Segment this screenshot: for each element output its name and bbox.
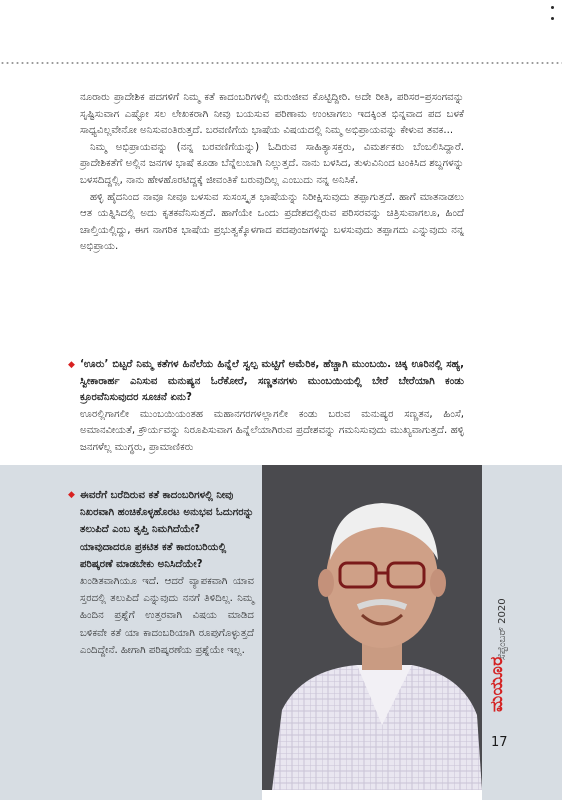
- question-text: ‘ಊರು’ ಬಿಟ್ಟರೆ ನಿಮ್ಮ ಕತೆಗಳ ಹಿನೆಲೆಯ ಹಿನ್ನೆಲೆ ಸ್ವಲ್ಪ ಮಟ್ಟಿಗೆ ಅಮೆರಿಕ, ಹೆಚ್ಚಾಗಿ ಮುಂಬಯಿ. ಚಿಕ್ಕ ಊರಿನಲ್ಲಿ ಸಹ್ಯ, ಸ್ವೀಕಾರಾರ್ಹ ಎನಿಸುವ ಮನುಷ್ಯನ ಓರೆಕೋರೆ, ಸಣ್ಣತನಗಳು ಮುಂಬಯಿಯಲ್ಲಿ ಬೇರೆ ಬೇರೆಯಾಗಿ ಕಂಡು ಕ್ರೂರವೆನಿಸುವುದರ ಸೂಚನೆ ಏನು?: [80, 359, 464, 404]
- paragraph: ನಿಮ್ಮ ಅಭಿಪ್ರಾಯವನ್ನು (ನನ್ನ ಬರವಣಿಗೆಯನ್ನು) ಓದಿರುವ ಸಾಹಿತ್ಯಾಸಕ್ತರು, ವಿಮರ್ಶಕರು ಬೆಂಬಲಿಸಿದ್ದಾರೆ. ಪ್ರಾದೇಶಿಕತೆಗೆ ಅಲ್ಲಿನ ಜನಗಳ ಭಾಷೆ ಕೂಡಾ ಬೆನ್ನೆಲುಬಾಗಿ ನಿಲ್ಲುತ್ತದೆ. ನಾನು ಬಳಸಿದ, ತುಳುವಿನಿಂದ ಟಂಕಿಸಿದ ಶಬ್ದಗಳನ್ನು ಬಳಸದಿದ್ದಲ್ಲಿ, ನಾನು ಹೇಳಹೊರಟಿದ್ದಕ್ಕೆ ಜೀವಂತಿಕೆ ಬರುವುದಿಲ್ಲ ಎಂಬುದು ನನ್ನ ಅನಿಸಿಕೆ.: [80, 141, 464, 186]
- answer-paragraphs: [80, 90, 464, 256]
- question-block-2: [68, 357, 464, 457]
- question-block-3: [68, 487, 254, 659]
- page-number: 17: [491, 735, 508, 750]
- answer-text: ಊರಲ್ಲಿಗಾಗಲೀ ಮುಂಬಯಿಯಂತಹ ಮಹಾನಗರಗಳಲ್ಲಾಗಲೀ ಕಂಡು ಬರುವ ಮನುಷ್ಯರ ಸಣ್ಣತನ, ಹಿಂಸೆ, ಅಮಾನವೀಯತೆ, ಕ್ರೌರ್ಯವನ್ನು ನಿರೂಪಿಸುವಾಗ ಹಿನ್ನೆಲೆಯಾಗಿರುವ ಪ್ರದೇಶವನ್ನು ಗಮನಿಸುವುದು ಮುಖ್ಯವಾಗುತ್ತದೆ. ಹಳ್ಳಿ ಜನಗಳೆಲ್ಲ ಮುಗ್ಧರು, ಪ್ರಾಮಾಣಿಕರು: [80, 408, 464, 453]
- answer-text: ಖಂಡಿತವಾಗಿಯೂ ಇದೆ. ಆದರೆ ವ್ಯಾಪಕವಾಗಿ ಯಾವ ಸ್ತರದಲ್ಲಿ ತಲುಪಿದೆ ಎನ್ನುವುದು ನನಗೆ ತಿಳಿದಿಲ್ಲ. ನಿಮ್ಮ ಹಿಂದಿನ ಪ್ರಶ್ನೆಗೆ ಉತ್ತರವಾಗಿ ವಿಷಯ ಮಾಡಿದ ಬಳಿಕವೇ ಕತೆ ಯಾ ಕಾದಂಬರಿಯಾಗಿ ರೂಪುಗೊಳ್ಳುತ್ತದೆ ಎಂದಿದ್ದೇನೆ. ಹೀಗಾಗಿ ಪರಿಷ್ಕರಣೆಯ ಪ್ರಶ್ನೆಯೇ ಇಲ್ಲ.: [80, 576, 254, 656]
- magazine-name: ಮಯೂರ: [487, 656, 507, 712]
- diamond-bullet-icon: ◆: [68, 490, 75, 500]
- corner-mark: [551, 17, 554, 20]
- diamond-bullet-icon: ◆: [68, 360, 75, 370]
- corner-mark: [551, 6, 554, 9]
- dotted-divider: [0, 62, 562, 64]
- paragraph: ಹಳ್ಳಿ ಹೈದನಿಂದ ನಾವೂ ನೀವೂ ಬಳಸುವ ಸುಸಂಸ್ಕೃತ ಭಾಷೆಯನ್ನು ನಿರೀಕ್ಷಿಸುವುದು ತಪ್ಪಾಗುತ್ತದೆ. ಹಾಗೆ ಮಾತನಾಡಲು ಆತ ಯತ್ನಿಸಿದಲ್ಲಿ ಅದು ಕೃತಕವೆನಿಸುತ್ತದೆ. ಹಾಗೆಯೇ ಒಂದು ಪ್ರದೇಶದಲ್ಲಿರುವ ಪರಿಸರವನ್ನು ಚಿತ್ರಿಸುವಾಗಲೂ, ಹಿಂದೆ ಚಾಲ್ತಿಯಲ್ಲಿದ್ದು, ಈಗ ನಾಗರಿಕ ಭಾಷೆಯ ಪ್ರಭುತ್ವಕ್ಕೊಳಗಾದ ಪದಪುಂಜಗಳನ್ನು ಬಳಸುವುದು ತಪ್ಪಾಗದು ಎನ್ನುವುದು ನನ್ನ ಅಭಿಪ್ರಾಯ.: [80, 191, 464, 253]
- issue-date: ಸೆಪ್ಟೆಂಬರ್ 2020: [497, 598, 508, 660]
- bottom-strip: [262, 790, 482, 800]
- paragraph: ನೂರಾರು ಪ್ರಾದೇಶಿಕ ಪದಗಳಿಗೆ ನಿಮ್ಮ ಕತೆ ಕಾದಂಬರಿಗಳಲ್ಲಿ ಮರುಜೀವ ಕೊಟ್ಟಿದ್ದೀರಿ. ಅದೇ ರೀತಿ, ಪರಿಸರ–ಪ್ರಸಂಗವನ್ನು ಸೃಷ್ಟಿಸುವಾಗ ಎಷ್ಟೋ ಸಲ ಲೇಖಕರಾಗಿ ನೀವು ಬಯಸುವ ಪರಿಣಾಮ ಉಂಟಾಗಲು ಇದಕ್ಕಿಂತ ಭಿನ್ನವಾದ ಪದ ಬಳಕೆ ಸಾಧ್ಯವಿಲ್ಲವೇನೋ ಅನಿಸುವಂತಿರುತ್ತದೆ. ಬರವಣಿಗೆಯ ಭಾಷೆಯ ವಿಷಯದಲ್ಲಿ ನಿಮ್ಮ ಅಭಿಪ್ರಾಯವನ್ನು ಕೇಳುವ ತವಕ...: [80, 92, 464, 137]
- author-photo: [262, 465, 482, 790]
- question-text: ಈವರೆಗೆ ಬರೆದಿರುವ ಕತೆ ಕಾದಂಬರಿಗಳಲ್ಲಿ ನೀವು ನಿಖರವಾಗಿ ಹಂಚಿಕೊಳ್ಳಹೊರಟ ಅನುಭವ ಓದುಗರನ್ನು ತಲುಪಿದೆ ಎಂಬ ತೃಪ್ತಿ ನಿಮಗಿದೆಯೇ? ಯಾವುದಾದರೂ ಪ್ರಕಟಿತ ಕತೆ ಕಾದಂಬರಿಯಲ್ಲಿ ಪರಿಷ್ಕರಣೆ ಮಾಡಬೇಕು ಅನಿಸಿದೆಯೇ?: [80, 490, 254, 570]
